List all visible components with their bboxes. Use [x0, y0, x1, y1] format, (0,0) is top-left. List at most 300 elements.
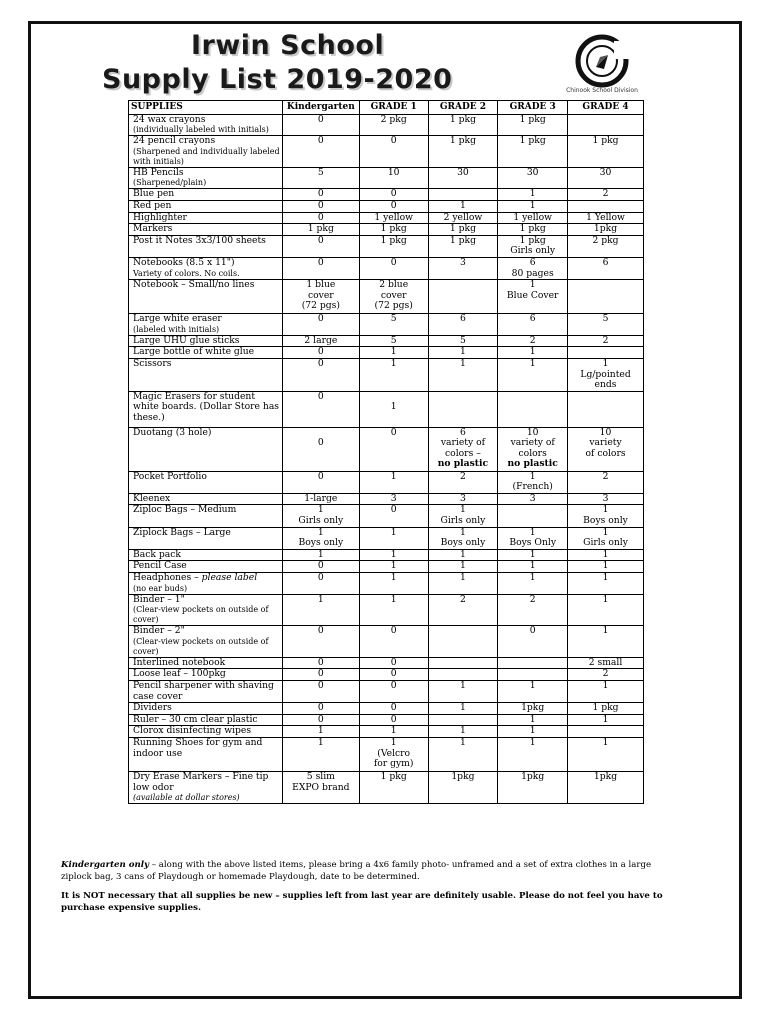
grade-cell-k — [282, 212, 359, 224]
supply-item-label: Post it Notes 3x3/100 sheets — [133, 234, 266, 246]
grade-cell-g2 — [428, 114, 498, 136]
grade-cell-g2 — [428, 200, 498, 212]
grade-cell-k — [282, 189, 359, 201]
grade-cell-g3 — [498, 626, 568, 658]
grade-cell-g3 — [498, 427, 568, 471]
quantity-value: 1 — [529, 560, 536, 572]
grade-cell-g4 — [568, 737, 644, 771]
grade-cell-g2 — [428, 189, 498, 201]
supply-item-label: Headphones – — [133, 572, 202, 584]
supply-item — [129, 726, 283, 738]
supply-item-label: Markers — [133, 223, 173, 235]
grade-cell-k — [282, 505, 359, 527]
grade-cell-k — [282, 493, 359, 505]
grade-cell-g1 — [359, 224, 428, 236]
grade-cell-g2 — [428, 561, 498, 573]
supply-item-label: Duotang (3 hole) — [133, 426, 212, 438]
grade-cell-g4 — [568, 471, 644, 493]
quantity-value: 1pkg — [451, 770, 475, 782]
quantity-value: 0 — [317, 713, 324, 725]
grade-cell-g2 — [428, 703, 498, 715]
grade-cell-g1 — [359, 657, 428, 669]
col-header-grade2: GRADE 2 — [428, 101, 498, 115]
quantity-value: 1 — [602, 625, 609, 637]
quantity-value: 1 — [390, 401, 397, 413]
grade-cell-g4 — [568, 280, 644, 314]
table-row — [129, 493, 644, 505]
grade-cell-g3 — [498, 136, 568, 168]
supply-item-label: Loose leaf – 100pkg — [133, 668, 226, 680]
kindergarten-note-label: Kindergarten only — [61, 860, 150, 870]
grade-cell-g1 — [359, 493, 428, 505]
table-row — [129, 280, 644, 314]
quantity-value: 0 — [317, 668, 324, 680]
grade-cell-k — [282, 314, 359, 336]
grade-cell-g2 — [428, 224, 498, 236]
grade-cell-g1 — [359, 212, 428, 224]
supply-item-label: Dry Erase Markers – Fine tip low odor — [133, 770, 269, 793]
grade-cell-g3 — [498, 391, 568, 427]
grade-cell-g2 — [428, 167, 498, 189]
quantity-value: 0 — [317, 357, 324, 369]
quantity-value: 6 — [529, 313, 536, 325]
quantity-value: 1 pkg — [449, 113, 476, 125]
supply-item — [129, 527, 283, 549]
supply-item-detail: (Clear-view pockets on outside of cover) — [133, 605, 269, 625]
supply-item-detail: (Sharpened/plain) — [133, 178, 207, 188]
quantity-value: 0 — [317, 188, 324, 200]
grade-cell-k — [282, 573, 359, 595]
grade-cell-k — [282, 257, 359, 279]
grade-cell-g4 — [568, 771, 644, 803]
quantity-value: 1 Girls only — [298, 504, 344, 527]
grade-cell-g1 — [359, 347, 428, 359]
grade-cell-g3 — [498, 235, 568, 257]
quantity-value: 1 pkg — [519, 223, 546, 235]
grade-cell-k — [282, 681, 359, 703]
quantity-value: 1 pkg — [449, 234, 476, 246]
table-row — [129, 167, 644, 189]
grade-cell-g2 — [428, 257, 498, 279]
quantity-value: 0 — [390, 256, 397, 268]
grade-cell-k — [282, 771, 359, 803]
quantity-value: 3 — [602, 492, 609, 504]
quantity-value: 0 — [317, 470, 324, 482]
table-row — [129, 669, 644, 681]
grade-cell-g4 — [568, 347, 644, 359]
quantity-value: 1 pkg — [449, 223, 476, 235]
quantity-value: 2 — [602, 188, 609, 200]
quantity-value: 5 — [602, 313, 609, 325]
table-row — [129, 235, 644, 257]
supply-item-label: Pencil sharpener with shaving case cover — [133, 680, 274, 702]
supply-item — [129, 669, 283, 681]
quantity-value: 2 — [602, 470, 609, 482]
grade-cell-g2 — [428, 573, 498, 595]
grade-cell-g4 — [568, 114, 644, 136]
grade-cell-g4 — [568, 358, 644, 391]
supply-item — [129, 347, 283, 359]
kindergarten-note — [61, 860, 673, 883]
supply-item — [129, 703, 283, 715]
table-row — [129, 771, 644, 803]
col-header-grade1: GRADE 1 — [359, 101, 428, 115]
grade-cell-g4 — [568, 200, 644, 212]
table-row — [129, 573, 644, 595]
grade-cell-g3 — [498, 189, 568, 201]
grade-cell-k — [282, 669, 359, 681]
supply-item-label: Ruler – 30 cm clear plastic — [133, 713, 258, 725]
quantity-value: 1 yellow — [374, 211, 414, 223]
grade-cell-g2 — [428, 391, 498, 427]
supply-item-label: Pocket Portfolio — [133, 470, 207, 482]
grade-cell-g1 — [359, 391, 428, 427]
grade-cell-g2 — [428, 235, 498, 257]
supply-item — [129, 200, 283, 212]
quantity-value: 5 — [390, 334, 397, 346]
quantity-value: 1 pkg Girls only — [510, 234, 556, 257]
grade-cell-g4 — [568, 391, 644, 427]
grade-cell-g1 — [359, 669, 428, 681]
supply-item — [129, 594, 283, 626]
quantity-value: 0 — [390, 426, 397, 438]
quantity-value: 1 pkg — [380, 770, 407, 782]
grade-cell-g3 — [498, 335, 568, 347]
quantity-value: 1 — [459, 736, 466, 748]
quantity-value: 1 — [529, 188, 536, 200]
grade-cell-g4 — [568, 657, 644, 669]
quantity-value: 1 — [390, 560, 397, 572]
quantity-value: 0 — [317, 135, 324, 147]
grade-cell-g4 — [568, 594, 644, 626]
quantity-value: 1 — [529, 725, 536, 737]
grade-cell-g2 — [428, 314, 498, 336]
quantity-value: 1 — [390, 526, 397, 538]
grade-cell-g2 — [428, 471, 498, 493]
grade-cell-g3 — [498, 224, 568, 236]
grade-cell-g1 — [359, 358, 428, 391]
grade-cell-g2 — [428, 737, 498, 771]
grade-cell-g4 — [568, 669, 644, 681]
quantity-value: 10 variety of colors — [585, 426, 626, 459]
supply-item — [129, 573, 283, 595]
quantity-value: 0 — [317, 313, 324, 325]
supply-item-note: please label — [201, 572, 258, 584]
quantity-value: 1 — [459, 548, 466, 560]
grade-cell-g4 — [568, 212, 644, 224]
quantity-value: 5 slim EXPO brand — [292, 770, 350, 793]
table-row — [129, 136, 644, 168]
supply-item — [129, 358, 283, 391]
grade-cell-k — [282, 114, 359, 136]
quantity-value: 0 — [390, 713, 397, 725]
supply-item — [129, 235, 283, 257]
grade-cell-g3 — [498, 681, 568, 703]
quantity-value: 1 — [529, 736, 536, 748]
grade-cell-g1 — [359, 626, 428, 658]
quantity-value: 6 — [602, 256, 609, 268]
supply-item — [129, 257, 283, 279]
grade-cell-g1 — [359, 737, 428, 771]
grade-cell-k — [282, 235, 359, 257]
grade-cell-g3 — [498, 347, 568, 359]
supply-item-label: Large bottle of white glue — [133, 346, 255, 358]
supply-item — [129, 681, 283, 703]
quantity-value: 1 — [602, 548, 609, 560]
grade-cell-g3 — [498, 703, 568, 715]
supply-item-label: Kleenex — [133, 492, 171, 504]
quantity-value: 1 — [459, 572, 466, 584]
grade-cell-g1 — [359, 703, 428, 715]
quantity-value: 0 — [317, 437, 324, 449]
grade-cell-k — [282, 471, 359, 493]
grade-cell-g3 — [498, 561, 568, 573]
col-header-kindergarten: Kindergarten — [282, 101, 359, 115]
supply-item — [129, 493, 283, 505]
supply-item-label: Notebooks (8.5 x 11") — [133, 256, 235, 268]
supply-item-detail: (individually labeled with initials) — [133, 125, 269, 135]
quantity-value: 0 — [317, 572, 324, 584]
quantity-value: 2 yellow — [443, 211, 483, 223]
quantity-value: 1 — [317, 725, 324, 737]
quantity-value: 0 — [317, 560, 324, 572]
grade-cell-g3 — [498, 167, 568, 189]
grade-cell-g1 — [359, 573, 428, 595]
grade-cell-g1 — [359, 505, 428, 527]
supply-item-label: Blue pen — [133, 188, 175, 200]
grade-cell-g1 — [359, 235, 428, 257]
quantity-value: 3 — [390, 492, 397, 504]
supply-item — [129, 212, 283, 224]
supply-item — [129, 391, 283, 427]
quantity-value: 0 — [390, 188, 397, 200]
supply-item — [129, 771, 283, 803]
grade-cell-g4 — [568, 573, 644, 595]
quantity-value: 1 pkg — [449, 135, 476, 147]
quantity-value: 1 Lg/pointed ends — [580, 357, 631, 391]
supply-item-label: Dividers — [133, 702, 172, 714]
grade-cell-k — [282, 703, 359, 715]
table-row — [129, 314, 644, 336]
supply-item — [129, 549, 283, 561]
grade-cell-g3 — [498, 280, 568, 314]
grade-cell-g1 — [359, 136, 428, 168]
grade-cell-g2 — [428, 549, 498, 561]
table-header-row — [129, 101, 644, 115]
grade-cell-k — [282, 561, 359, 573]
supply-item-label: Binder – 1" — [133, 593, 185, 605]
kindergarten-note-text: – along with the above listed items, please bring a 4x6 family photo- unframed and a set of extra clothes in a large ziplock bag, 3 cans of Playdough or homemade Playdough, date to be determined. — [61, 860, 652, 882]
grade-cell-g4 — [568, 493, 644, 505]
quantity-value: 1 — [390, 357, 397, 369]
quantity-value: 0 — [529, 625, 536, 637]
quantity-value: 1 — [459, 199, 466, 211]
table-row — [129, 527, 644, 549]
quantity-value: 1 pkg — [592, 702, 619, 714]
supply-item-label: Pencil Case — [133, 560, 187, 572]
table-row — [129, 505, 644, 527]
grade-cell-g3 — [498, 594, 568, 626]
table-row — [129, 189, 644, 201]
grade-cell-k — [282, 280, 359, 314]
quantity-value: 1 — [317, 593, 324, 605]
grade-cell-k — [282, 737, 359, 771]
quantity-value: 1 pkg — [380, 223, 407, 235]
used-supplies-note: It is NOT necessary that all supplies be new – supplies left from last year are definitely usable. Please do not feel you have to purchase expensive supplies. — [61, 891, 663, 913]
quantity-value: 1pkg — [521, 702, 545, 714]
grade-cell-g1 — [359, 167, 428, 189]
supply-item-label: Ziplock Bags – Large — [133, 526, 231, 538]
quantity-value: 1 — [529, 199, 536, 211]
grade-cell-g4 — [568, 726, 644, 738]
supply-item-label: Clorox disinfecting wipes — [133, 725, 252, 737]
quantity-value: 2 blue cover (72 pgs) — [374, 279, 413, 312]
table-row — [129, 257, 644, 279]
supply-item-label: Running Shoes for gym and indoor use — [133, 736, 263, 759]
quantity-value: 1 (Velcro for gym) — [373, 736, 414, 770]
quantity-value: 1 — [459, 725, 466, 737]
quantity-value: 1 pkg — [519, 113, 546, 125]
quantity-value: 1 — [529, 680, 536, 691]
col-header-grade4: GRADE 4 — [568, 101, 644, 115]
grade-cell-g1 — [359, 714, 428, 726]
quantity-value: 5 — [390, 313, 397, 325]
supply-item-label: Notebook – Small/no lines — [133, 279, 255, 291]
quantity-value: 2 — [529, 334, 536, 346]
grade-cell-g1 — [359, 561, 428, 573]
table-row — [129, 561, 644, 573]
grade-cell-g2 — [428, 527, 498, 549]
grade-cell-g3 — [498, 257, 568, 279]
grade-cell-g2 — [428, 335, 498, 347]
quantity-value: 1 — [602, 593, 609, 605]
school-title: Irwin School — [191, 30, 385, 61]
grade-cell-k — [282, 167, 359, 189]
quantity-value: 1 pkg — [519, 135, 546, 147]
grade-cell-g1 — [359, 200, 428, 212]
quantity-value: 1 Girls only — [583, 526, 628, 549]
supply-item — [129, 167, 283, 189]
supply-item-label: Large UHU glue sticks — [133, 334, 240, 346]
table-row — [129, 200, 644, 212]
quantity-value: 1 yellow — [513, 211, 552, 223]
supply-item-label: Scissors — [133, 357, 172, 369]
quantity-value: 1 pkg — [307, 223, 334, 235]
supply-item-label: Back pack — [133, 548, 181, 560]
quantity-value: 1 — [459, 702, 466, 714]
quantity-value: 1 Boys only — [583, 504, 628, 527]
table-row — [129, 657, 644, 669]
table-row — [129, 714, 644, 726]
supply-item — [129, 427, 283, 471]
quantity-value: 1 pkg — [380, 234, 407, 246]
grade-cell-k — [282, 358, 359, 391]
grade-cell-g3 — [498, 527, 568, 549]
logo-caption: Chinook School Division — [566, 87, 638, 94]
grade-cell-g4 — [568, 314, 644, 336]
quantity-value: 2 pkg — [380, 113, 407, 125]
supply-item-detail: Variety of colors. No coils. — [133, 268, 240, 278]
supply-table-body — [129, 114, 644, 804]
grade-cell-k — [282, 594, 359, 626]
grade-cell-k — [282, 549, 359, 561]
table-row — [129, 212, 644, 224]
supply-item-detail: (labeled with initials) — [133, 324, 220, 334]
quantity-value: 0 — [390, 625, 397, 637]
quantity-value: 0 — [390, 135, 397, 147]
supply-item — [129, 737, 283, 771]
supply-item — [129, 280, 283, 314]
grade-cell-g4 — [568, 626, 644, 658]
table-row — [129, 594, 644, 626]
supply-item-detail: (Sharpened and individually labeled with initials) — [133, 146, 280, 166]
supply-item — [129, 505, 283, 527]
quantity-value: 1 — [390, 725, 397, 737]
quantity-value: 1 — [390, 593, 397, 605]
grade-cell-g3 — [498, 737, 568, 771]
quantity-value: 0 — [390, 656, 397, 668]
grade-cell-g3 — [498, 573, 568, 595]
grade-cell-g4 — [568, 681, 644, 703]
grade-cell-g1 — [359, 314, 428, 336]
quantity-value: 1 — [390, 470, 397, 482]
grade-cell-g3 — [498, 714, 568, 726]
col-header-grade3: GRADE 3 — [498, 101, 568, 115]
grade-cell-g2 — [428, 212, 498, 224]
supply-item-label: Binder – 2" — [133, 625, 185, 637]
supply-item-label: HB Pencils — [133, 166, 184, 178]
quantity-emphasis: no plastic — [507, 458, 558, 470]
quantity-emphasis: no plastic — [437, 458, 489, 470]
quantity-value: 1 — [317, 736, 324, 748]
grade-cell-k — [282, 224, 359, 236]
grade-cell-g4 — [568, 167, 644, 189]
quantity-value: 1 (French) — [512, 470, 553, 493]
grade-cell-g2 — [428, 358, 498, 391]
grade-cell-g3 — [498, 669, 568, 681]
quantity-value: 1 — [529, 357, 536, 369]
grade-cell-k — [282, 136, 359, 168]
supply-item — [129, 561, 283, 573]
quantity-value: 1-large — [304, 492, 338, 504]
grade-cell-g1 — [359, 427, 428, 471]
supply-item-label: 24 wax crayons — [133, 113, 206, 125]
grade-cell-g3 — [498, 212, 568, 224]
grade-cell-g2 — [428, 594, 498, 626]
grade-cell-g2 — [428, 505, 498, 527]
grade-cell-g4 — [568, 527, 644, 549]
supply-table — [128, 100, 644, 804]
table-row — [129, 391, 644, 427]
quantity-value: 2 — [602, 334, 609, 346]
quantity-value: 0 — [317, 656, 324, 668]
quantity-value: 10 — [387, 166, 400, 178]
grade-cell-k — [282, 391, 359, 427]
quantity-value: 1 — [459, 346, 466, 358]
grade-cell-g4 — [568, 136, 644, 168]
quantity-value: 1 — [390, 346, 397, 358]
supply-item-label: Red pen — [133, 199, 172, 211]
compass-logo-icon — [566, 31, 638, 93]
supply-item — [129, 189, 283, 201]
grade-cell-g4 — [568, 714, 644, 726]
quantity-value: 2 — [459, 470, 466, 482]
grade-cell-g3 — [498, 505, 568, 527]
grade-cell-g3 — [498, 358, 568, 391]
grade-cell-g3 — [498, 771, 568, 803]
supply-item — [129, 714, 283, 726]
supply-item — [129, 224, 283, 236]
